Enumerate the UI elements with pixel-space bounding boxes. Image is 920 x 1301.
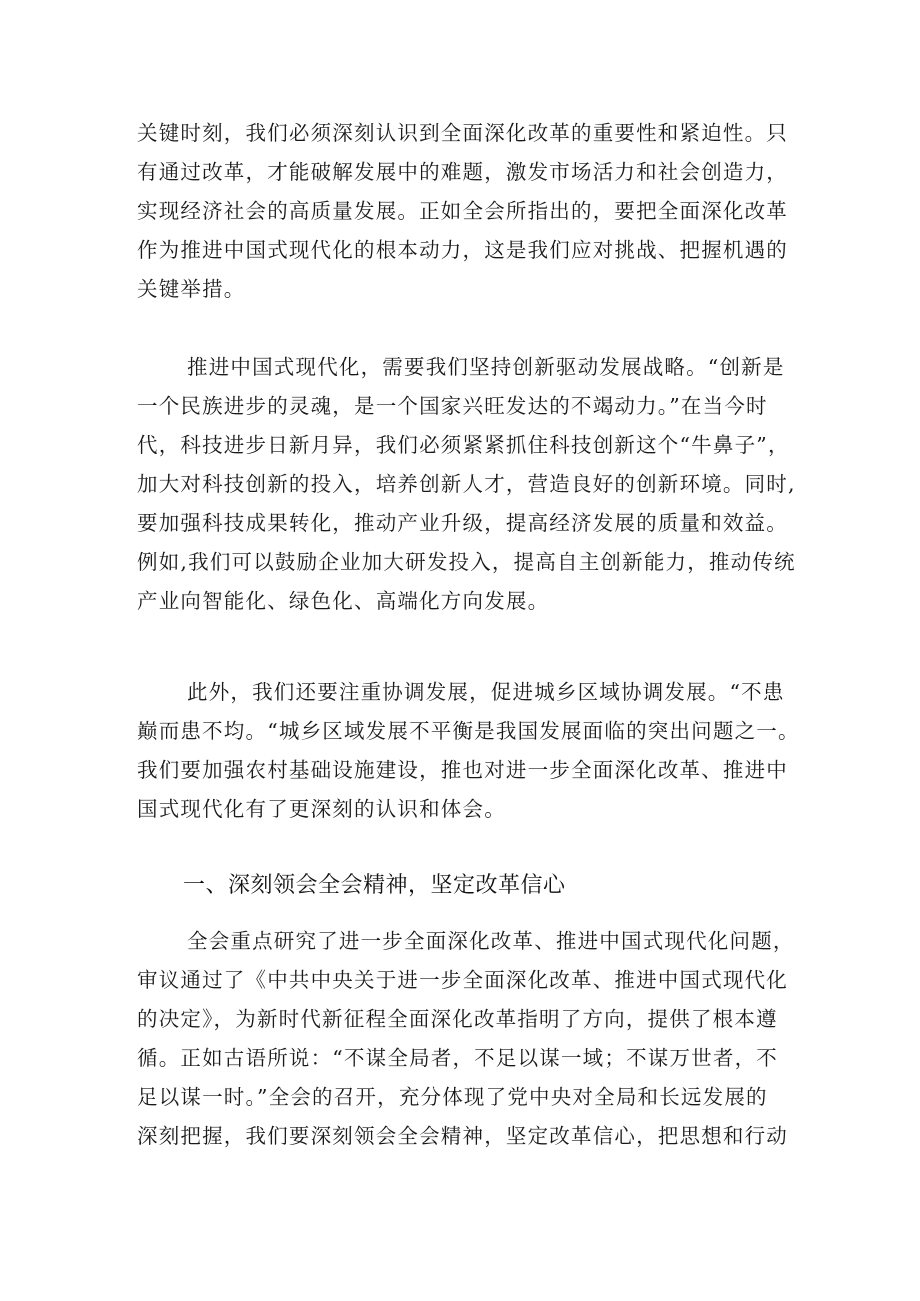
text-line: 此外，我们还要注重协调发展，促进城乡区域协调发展。“不患 [187, 680, 785, 704]
text-line: 巅而患不均。“城乡区域发展不平衡是我国发展面临的突出问题之一。 [137, 719, 800, 743]
text-line: 足以谋一时。”全会的召开，充分体现了党中央对全局和长远发展的 [137, 1085, 768, 1109]
paragraph-1 [137, 114, 797, 309]
paragraph-2 [137, 348, 797, 621]
text-line: 产业向智能化、绿色化、高端化方向发展。 [137, 589, 550, 613]
paragraph-3 [137, 673, 800, 829]
text-line: 代，科技进步日新月异，我们必须紧紧抓住科技创新这个“牛鼻子”， [137, 433, 790, 457]
text-line: 国式现代化有了更深刻的认识和体会。 [137, 797, 506, 821]
text-line: 要加强科技成果转化，推动产业升级，提高经济发展的质量和效益。 [137, 511, 788, 535]
section-heading: 一、深刻领会全会精神，坚定改革信心 [183, 873, 566, 898]
text-line: 深刻把握，我们要深刻领会全会精神，坚定改革信心，把思想和行动 [137, 1124, 788, 1148]
text-line: 推进中国式现代化，需要我们坚持创新驱动发展战略。“创新是 [187, 355, 785, 379]
text-line: 审议通过了《中共中央关于进一步全面深化改革、推进中国式现代化 [137, 968, 788, 992]
text-line: 有通过改革，才能破解发展中的难题，激发市场活力和社会创造力， [137, 160, 788, 184]
text-line: 关键举措。 [137, 277, 246, 301]
paragraph-4 [137, 922, 797, 1156]
text-line: 关键时刻，我们必须深刻认识到全面深化改革的重要性和紧迫性。只 [137, 121, 788, 145]
text-line: 全会重点研究了进一步全面深化改革、推进中国式现代化问题， [187, 929, 795, 953]
text-line: 实现经济社会的高质量发展。正如全会所指出的，要把全面深化改革 [137, 199, 788, 223]
text-line: 例如,我们可以鼓励企业加大研发投入，提高自主创新能力，推动传统 [137, 550, 796, 574]
text-line: 一个民族进步的灵魂，是一个国家兴旺发达的不竭动力。”在当今时 [137, 394, 768, 418]
text-line: 作为推进中国式现代化的根本动力，这是我们应对挑战、把握机遇的 [137, 238, 788, 262]
text-line: 我们要加强农村基础设施建设，推也对进一步全面深化改革、推进中 [137, 758, 788, 782]
text-line: 循。正如古语所说：“不谋全局者，不足以谋一域；不谋万世者，不 [137, 1046, 778, 1070]
text-line: 的决定》，为新时代新征程全面深化改革指明了方向，提供了根本遵 [137, 1007, 778, 1031]
text-line: 加大对科技创新的投入，培养创新人才，营造良好的创新环境。同时, [137, 472, 796, 496]
